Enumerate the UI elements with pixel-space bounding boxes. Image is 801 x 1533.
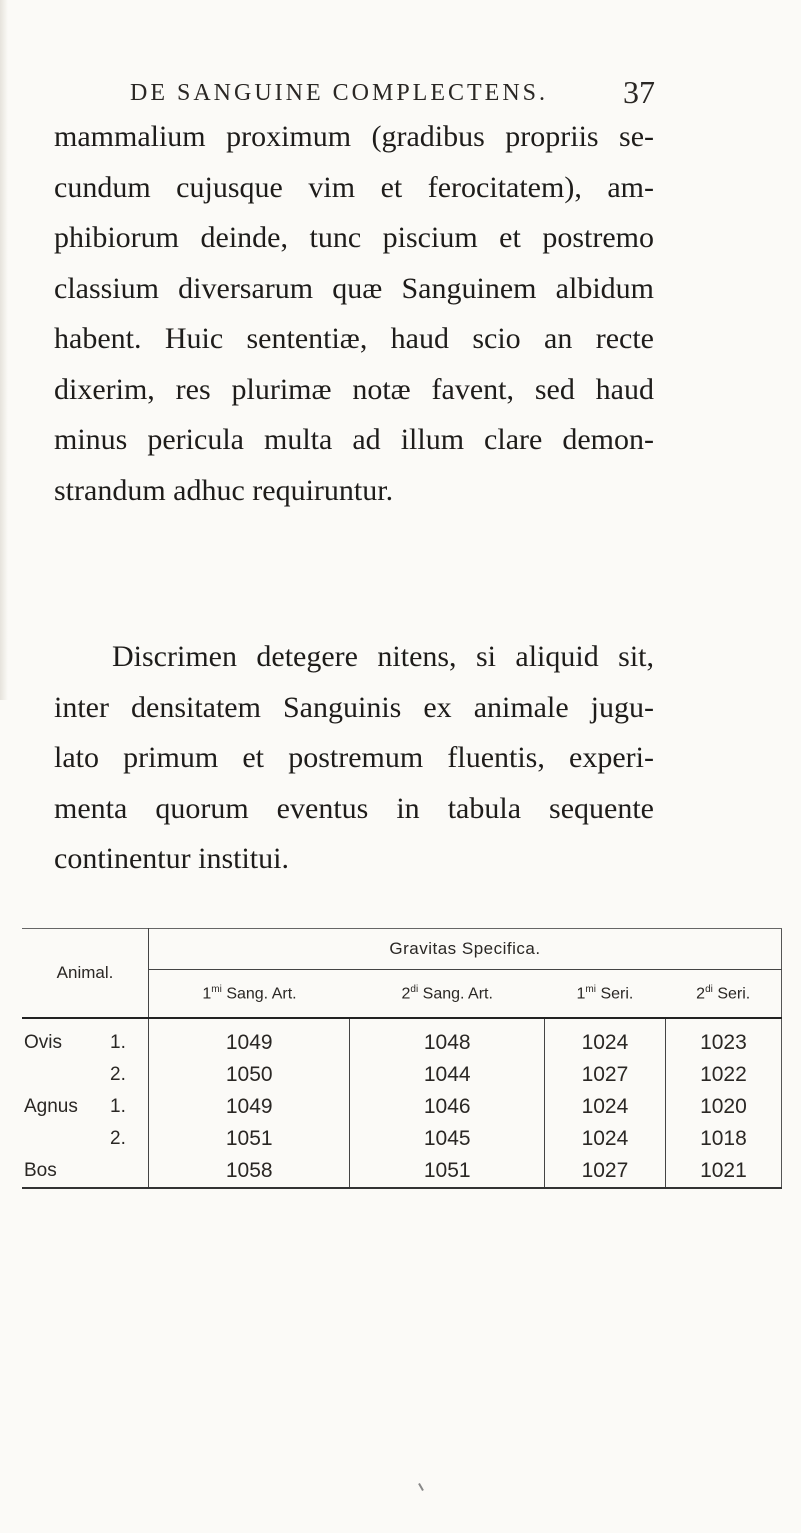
subheader-text: Seri. <box>600 985 634 1003</box>
subheader-num: 1 <box>202 985 212 1003</box>
value-cell: 1018 <box>700 1127 747 1150</box>
subheader-num: 1 <box>576 985 586 1003</box>
paragraph-1 <box>54 112 654 516</box>
ink-mark <box>418 1483 424 1491</box>
animal-number: 2. <box>110 1064 126 1085</box>
value-cell: 1058 <box>149 1155 350 1188</box>
subheader-text: Sang. Art. <box>226 985 297 1003</box>
value-cell: 1045 <box>350 1123 545 1155</box>
subheader-3 <box>544 970 665 1018</box>
page-edge-shadow <box>0 0 8 700</box>
subheader-text: Sang. Art. <box>422 985 493 1003</box>
specific-gravity-table <box>22 928 782 1189</box>
subheader-1 <box>149 970 350 1018</box>
value-cell: 1021 <box>665 1155 781 1188</box>
value-cell: 1044 <box>350 1059 545 1091</box>
value-cell: 1024 <box>544 1018 665 1059</box>
animal-name: Agnus <box>24 1096 78 1117</box>
text-line: lato primum et postremum fluentis, experi- <box>54 741 654 774</box>
value-cell: 1049 <box>149 1091 350 1123</box>
subheader-sup: di <box>705 984 713 996</box>
text-line: minus pericula multa ad illum clare demon- <box>54 423 654 456</box>
text-line: menta quorum eventus in tabula sequente <box>54 791 654 825</box>
subheader-4 <box>665 970 781 1018</box>
text-line: strandum adhuc requiruntur. <box>54 473 394 507</box>
table-row <box>22 1018 782 1059</box>
value-cell: 1020 <box>700 1095 747 1118</box>
animal-cell <box>22 1018 149 1059</box>
header-animal: Animal. <box>22 929 149 1019</box>
text-line: cundum cujusque vim et ferocitatem), am- <box>54 170 654 204</box>
animal-cell <box>22 1155 149 1188</box>
page-header <box>130 74 655 114</box>
value-cell: 1051 <box>149 1123 350 1155</box>
text-line: phibiorum deinde, tunc piscium et postremo <box>54 221 654 254</box>
text-line: dixerim, res plurimæ notæ favent, sed haud <box>54 372 654 406</box>
value-cell: 1024 <box>544 1123 665 1155</box>
value-cell: 1024 <box>544 1091 665 1123</box>
data-table <box>22 928 782 1189</box>
value-cell: 1051 <box>350 1155 545 1188</box>
value-cell: 1023 <box>700 1031 747 1054</box>
header-gravitas: Gravitas Specifica. <box>149 929 782 970</box>
value-cell: 1022 <box>700 1063 747 1086</box>
subheader-sup: mi <box>585 984 596 996</box>
subheader-num: 2 <box>696 985 706 1003</box>
animal-cell <box>22 1059 149 1091</box>
value-cell: 1027 <box>544 1155 665 1188</box>
subheader-sup: di <box>410 984 419 996</box>
subheader-2 <box>350 970 545 1018</box>
page-number: 37 <box>623 74 655 110</box>
text-line: classium diversarum quæ Sanguinem albidum <box>54 271 654 305</box>
value-cell: 1048 <box>350 1018 545 1059</box>
value-cell: 1046 <box>350 1091 545 1123</box>
animal-name: Bos <box>24 1160 57 1181</box>
text-line: mammalium proximum (gradibus propriis se- <box>54 120 654 153</box>
table-row <box>22 1155 782 1188</box>
text-line: habent. Huic sententiæ, haud scio an recte <box>54 322 654 355</box>
text-line: continentur institui. <box>54 842 289 875</box>
animal-number: 2. <box>110 1128 126 1149</box>
subheader-sup: mi <box>211 984 222 996</box>
value-cell: 1049 <box>149 1018 350 1059</box>
text-line: Discrimen detegere nitens, si aliquid sit, <box>112 640 654 673</box>
value-cell: 1027 <box>544 1059 665 1091</box>
table-row <box>22 1123 782 1155</box>
table-row <box>22 1059 782 1091</box>
animal-cell <box>22 1091 149 1123</box>
running-title: DE SANGUINE COMPLECTENS. <box>130 80 549 106</box>
animal-name: Ovis <box>24 1032 62 1053</box>
subheader-num: 2 <box>401 985 411 1003</box>
value-cell: 1050 <box>149 1059 350 1091</box>
text-line: inter densitatem Sanguinis ex animale jugu- <box>54 690 654 724</box>
paragraph-2 <box>54 632 654 885</box>
table-row <box>22 1091 782 1123</box>
subheader-text: Seri. <box>717 985 751 1003</box>
animal-cell <box>22 1123 149 1155</box>
animal-number: 1. <box>110 1032 126 1053</box>
animal-number: 1. <box>110 1096 126 1117</box>
